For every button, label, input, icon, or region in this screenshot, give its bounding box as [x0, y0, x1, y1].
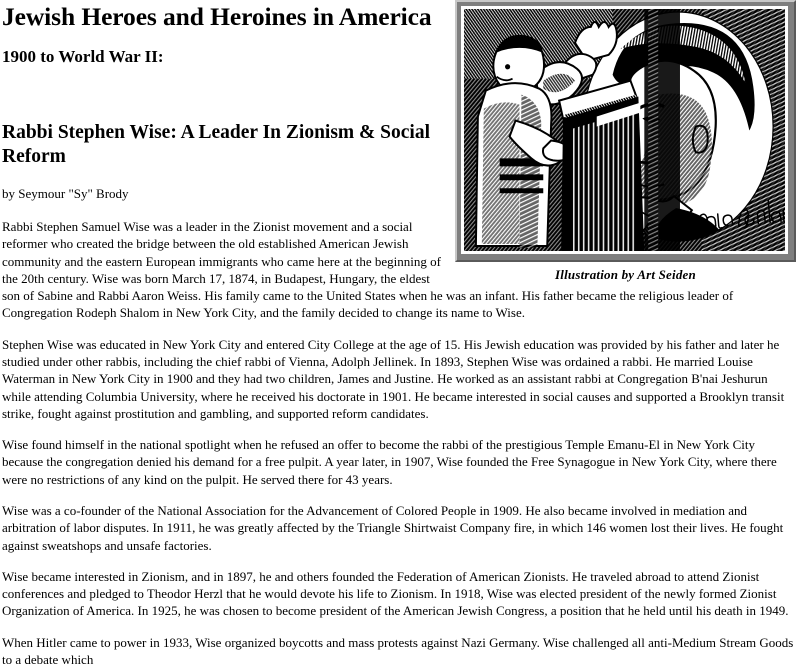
illustration-frame [455, 0, 796, 262]
article-paragraph-5: Wise became interested in Zionism, and in 1897, he and others founded the Federation of American Zionists. He traveled abroad to attend Zionist conferences and pledged to Theodor Herzl that he would devote his life to Zionism. In 1918, Wise was elected president of the newly formed Zionist Organization of America. In 1925, he was chosen to become president of the American Jewish Congress, a position that he held until his death in 1949. [2, 568, 789, 619]
page-title: Jewish Heroes and Heroines in America [2, 2, 432, 31]
article-byline: by Seymour "Sy" Brody [2, 186, 129, 202]
illustration-matte [461, 6, 788, 254]
article-paragraph-4: Wise was a co-founder of the National Association for the Advancement of Colored People in 1909. He also became involved in mediation and arbitration of labor disputes. In 1911, he was greatly affected by the Triangle Shirtwaist Company fire, in which 146 women lost their lives. He fought against sweatshops and unsafe factories. [2, 502, 784, 553]
article-paragraph-3: Wise found himself in the national spotlight when he refused an offer to become the rabbi of the prestigious Temple Emanu-El in New York City because the congregation denied his demand for a free pulpit. A year later, in 1907, Wise founded the Free Synagogue in New York City, where there were no restrictions of any kind on the pulpit. He served there for 43 years. [2, 437, 777, 487]
article-paragraph-6: When Hitler came to power in 1933, Wise organized boycotts and mass protests against Nazi Germany. Wise challenged all anti-Medium Stream Goods to a debate which [2, 634, 794, 667]
article-paragraph-2: Stephen Wise was educated in New York City and entered City College at the age of 15. His Jewish education was provided by his father and later he studied under other rabbis, including the chief rabbi of Vienna, Adolph Jellinek. In 1893, Stephen Wise was ordained a rabbi. He married Louise Waterman in New York City in 1900 and they had two children, James and Justine. He worked as an assistant rabbi at Congregation B'nai Jeshurun while attending Columbia University, where he received his doctorate in 1901. He became interested in social causes and supported a Brooklyn transit strike, fought against prostitution and gambling, and supported reform candidates. [2, 336, 785, 421]
article-paragraph-1: Rabbi Stephen Samuel Wise was a leader in the Zionist movement and a social reformer who created the bridge between the old established American Jewish community and the eastern European immigrants who came here at the beginning of the 20th century. Wise was born March 17, 1874, in Budapest, Hungary, the eldest son of Sabine and Rabbi Aaron Weiss. His family came to the United States when he was an infant. His father became the religious leader of Congregation Rodeph Shalom in New York City, and the family decided to change its name to Wise. [2, 219, 734, 321]
illustration-artwork [464, 9, 785, 251]
illustration-block [455, 0, 796, 283]
page-subtitle: 1900 to World War II: [2, 47, 164, 67]
illustration-caption: Illustration by Art Seiden [555, 267, 696, 282]
article-title: Rabbi Stephen Wise: A Leader In Zionism & Social Reform [2, 121, 431, 168]
